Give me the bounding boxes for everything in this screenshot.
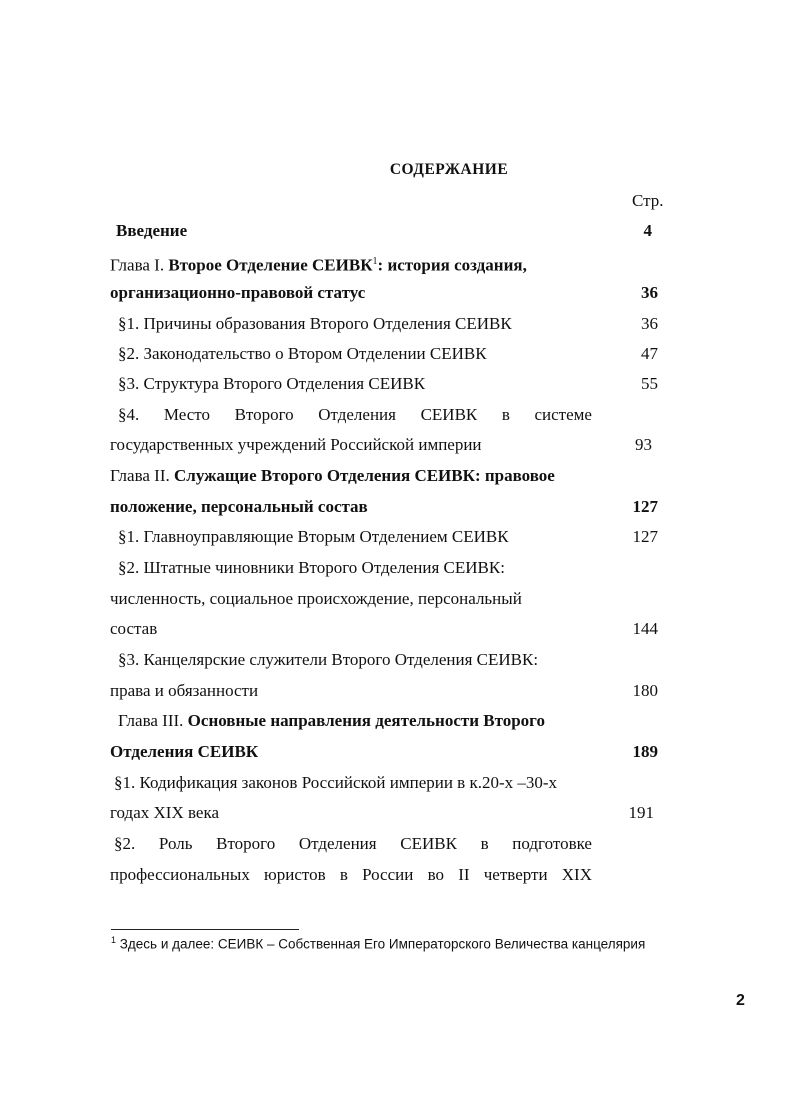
toc-entry-label: §1. Причины образования Второго Отделения СЕИВК (118, 314, 512, 333)
chapter-title: Основные направления деятельности Второго (187, 711, 545, 730)
toc-section-2-2-line1[interactable] (118, 553, 658, 583)
word: в (339, 865, 348, 884)
toc-chapter-3-line2[interactable] (110, 737, 658, 767)
toc-entry-page: 4 (643, 221, 652, 240)
toc-entry-page: 36 (641, 314, 658, 333)
word: Место (163, 405, 210, 424)
chapter-prefix: Глава III. (118, 711, 188, 730)
toc-entry-label-cont: численность, социальное происхождение, персональный (110, 589, 522, 608)
toc-entry-intro[interactable] (116, 216, 652, 246)
toc-section-3-2-line1[interactable] (114, 829, 658, 859)
toc-entry-page: 189 (632, 742, 658, 761)
page-column-header: Стр. (632, 191, 664, 210)
word: Отделения (298, 834, 377, 853)
word: во (427, 865, 444, 884)
word: четверти (483, 865, 548, 884)
toc-entry-label: §1. Главноуправляющие Вторым Отделением СЕИВК (118, 527, 509, 546)
chapter-title-line2: Отделения СЕИВК (110, 742, 259, 761)
chapter-title-line2: положение, персональный состав (110, 497, 368, 516)
page-number: 2 (736, 992, 745, 1009)
toc-entry-page: 191 (628, 803, 654, 822)
toc-chapter-3-line1[interactable] (118, 706, 658, 736)
word: системе (534, 405, 592, 424)
word: подготовке (512, 834, 592, 853)
toc-section-3-1-line1[interactable] (114, 768, 658, 798)
footnote-mark: 1 (372, 256, 378, 267)
chapter-title-line2: организационно-правовой статус (110, 283, 366, 302)
toc-section-2-1[interactable] (118, 522, 658, 552)
toc-entry-page: 127 (632, 527, 658, 546)
toc-entry-label: §2. Законодательство о Втором Отделении СЕИВК (118, 344, 487, 363)
toc-section-1-4-line1[interactable] (118, 400, 658, 430)
toc-entry-page: 93 (635, 435, 652, 454)
toc-entry-label-cont: состав (110, 619, 158, 638)
chapter-prefix: Глава I. (110, 255, 169, 275)
toc-entry-label: §2. Штатные чиновники Второго Отделения СЕИВК: (118, 558, 505, 577)
toc-section-1-4-line2[interactable] (110, 430, 658, 460)
footnote (111, 935, 645, 952)
word: в (501, 405, 510, 424)
toc-section-2-3-line1[interactable] (118, 645, 658, 675)
toc-chapter-2-line2[interactable] (110, 492, 658, 522)
word: II (458, 865, 470, 884)
toc-section-1-3[interactable] (118, 369, 658, 399)
footnote-text: Здесь и далее: СЕИВК – Собственная Его Императорского Величества канцелярия (116, 936, 646, 952)
toc-entry-page: 127 (632, 497, 658, 516)
toc-section-2-3-line2[interactable] (110, 676, 658, 706)
word: профессиональных (110, 865, 250, 884)
chapter-title: Служащие Второго Отделения СЕИВК: правовое (174, 466, 555, 485)
toc-entry-page: 47 (641, 344, 658, 363)
toc-entry-page: 180 (632, 681, 658, 700)
toc-entry-page: 55 (641, 374, 658, 393)
word: §4. (118, 405, 140, 424)
word: Роль (158, 834, 193, 853)
toc-entry-label-cont: права и обязанности (110, 681, 259, 700)
toc-section-1-2[interactable] (118, 339, 658, 369)
toc-entry-label-cont: государственных учреждений Российской империи (110, 435, 482, 454)
word: Второго (234, 405, 294, 424)
word: СЕИВК (400, 834, 457, 853)
word: в (480, 834, 489, 853)
toc-section-3-2-line2[interactable] (110, 860, 658, 890)
toc-entry-label: Введение (116, 221, 188, 240)
footnote-separator (111, 929, 299, 930)
word: России (362, 865, 414, 884)
word: юристов (264, 865, 326, 884)
toc-section-3-1-line2[interactable] (110, 798, 658, 828)
toc-chapter-1-line1[interactable] (110, 247, 658, 277)
toc-section-2-2-line3[interactable] (110, 614, 658, 644)
toc-entry-label: §1. Кодификация законов Российской империи в к.20-х –30-х (114, 773, 558, 792)
toc-entry-page: 144 (632, 619, 658, 638)
word: XIX (561, 865, 592, 884)
page-title: СОДЕРЖАНИЕ (389, 161, 509, 178)
word: Второго (216, 834, 276, 853)
word: Отделения (318, 405, 396, 424)
toc-entry-label: §3. Структура Второго Отделения СЕИВК (118, 374, 426, 393)
chapter-title-cont: : история создания, (377, 255, 527, 275)
chapter-title: Второе Отделение СЕИВК (168, 255, 373, 275)
toc-entry-label-cont: годах XIX века (110, 803, 219, 822)
toc-chapter-1-line2[interactable] (110, 278, 658, 308)
toc-section-2-2-line2[interactable] (110, 584, 658, 614)
toc-chapter-2-line1[interactable] (110, 461, 658, 491)
footnote-mark: 1 (111, 935, 117, 945)
word: СЕИВК (420, 405, 478, 424)
toc-entry-page: 36 (641, 283, 658, 302)
toc-section-1-1[interactable] (118, 309, 658, 339)
toc-entry-label: §3. Канцелярские служители Второго Отделения СЕИВК: (118, 650, 539, 669)
word: §2. (114, 834, 136, 853)
chapter-prefix: Глава II. (110, 466, 174, 485)
